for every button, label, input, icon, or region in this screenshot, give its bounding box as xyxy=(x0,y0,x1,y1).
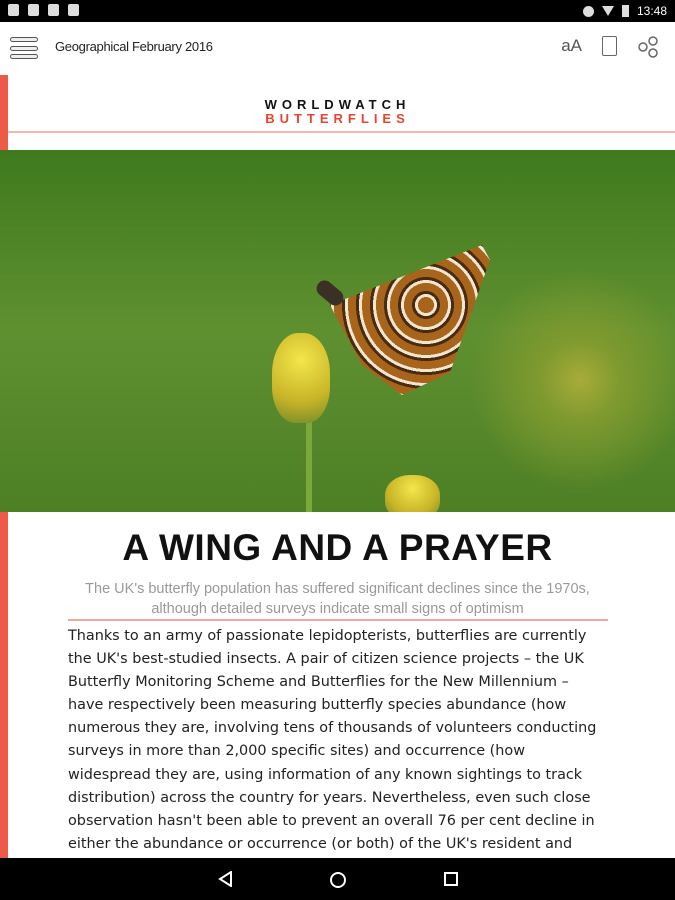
share-icon[interactable] xyxy=(637,36,659,63)
system-nav-bar xyxy=(0,858,675,900)
flower-bud xyxy=(385,475,440,512)
dnd-icon xyxy=(583,6,594,17)
butterfly-wing xyxy=(330,245,490,395)
flower-stem xyxy=(306,420,312,512)
standfirst-line: The UK's butterfly population has suffered significant declines since the 1970s, xyxy=(85,581,590,597)
app-toolbar xyxy=(0,22,675,74)
standfirst xyxy=(0,579,675,619)
section-kicker xyxy=(0,98,675,126)
home-icon[interactable] xyxy=(329,871,347,894)
clock: 13:48 xyxy=(636,4,667,18)
body-line: Butterfly Monitoring Scheme and Butterflies for the New Millennium – xyxy=(68,674,569,691)
body-line: observation hasn't been able to prevent an overall 76 per cent decline in xyxy=(68,812,595,829)
notification-icon xyxy=(8,4,19,16)
notification-icon xyxy=(68,4,79,16)
recents-icon[interactable] xyxy=(443,871,459,892)
battery-icon xyxy=(622,5,629,17)
text-size-icon[interactable]: aA xyxy=(561,36,582,55)
body-line: either the abundance or occurrence (or both) of the UK's resident and xyxy=(68,835,573,852)
menu-icon[interactable] xyxy=(10,37,38,59)
body-line: distribution) across the country for years. Nevertheless, even such close xyxy=(68,789,591,806)
body-line: have respectively been measuring butterfly species abundance (how xyxy=(68,697,567,714)
headline: A WING AND A PRAYER xyxy=(122,527,553,568)
body-line: the UK's best-studied insects. A pair of citizen science projects – the UK xyxy=(68,651,584,668)
notification-icon xyxy=(28,4,39,16)
hero-image-butterfly xyxy=(0,150,675,512)
article-body xyxy=(68,625,628,856)
status-bar xyxy=(0,0,675,22)
pdf-icon[interactable] xyxy=(602,36,617,56)
section-label: WORLDWATCH xyxy=(264,97,411,112)
body-line: widespread they are, using information of any known sightings to track xyxy=(68,766,583,783)
body-line: numerous they are, involving tens of thousands of volunteers conducting xyxy=(68,720,597,737)
notification-icon xyxy=(48,4,59,16)
back-icon[interactable] xyxy=(218,871,234,892)
body-line: Thanks to an army of passionate lepidopterists, butterflies are currently xyxy=(68,628,587,644)
wifi-icon xyxy=(602,6,614,16)
flower-bud xyxy=(272,333,330,423)
issue-title: Geographical February 2016 xyxy=(55,39,213,54)
subsection-label: BUTTERFLIES xyxy=(265,111,410,126)
standfirst-line: although detailed surveys indicate small signs of optimism xyxy=(151,601,524,617)
divider xyxy=(68,619,608,621)
divider xyxy=(8,131,675,133)
body-line: surveys in more than 2,000 specific sites) and occurrence (how xyxy=(68,743,525,760)
